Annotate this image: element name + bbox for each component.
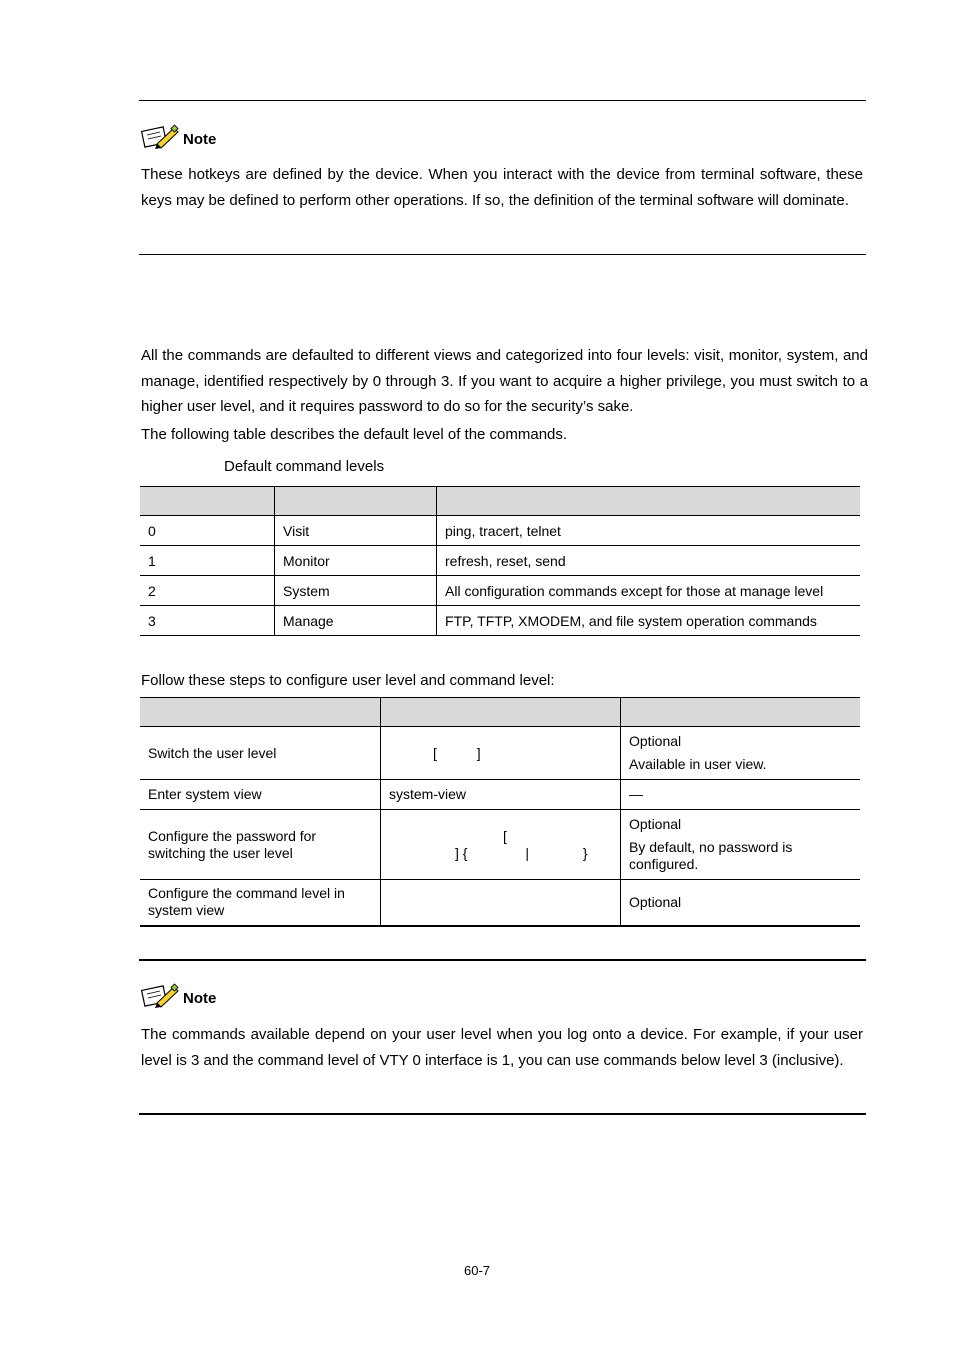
note1-header — [141, 120, 216, 150]
note1-label: Note — [183, 131, 217, 148]
remarks-line: configured. — [629, 856, 699, 872]
bracket-text: [ — [503, 827, 507, 844]
remarks-line: Optional — [629, 733, 682, 749]
commands-cell: refresh, reset, send — [437, 546, 861, 576]
table-intro: The following table describes the default level of the commands. — [141, 426, 568, 443]
command-cell: system-view — [381, 780, 621, 810]
step-line: switching the user level — [148, 844, 293, 861]
steps-table — [140, 697, 860, 927]
remarks-line: Optional — [629, 816, 682, 832]
header-cell — [275, 487, 437, 516]
header-cell — [437, 487, 861, 516]
remarks-cell: — — [621, 780, 861, 810]
level-name-cell: Monitor — [275, 546, 437, 576]
table-row — [140, 810, 860, 880]
note1-bottom-rule — [139, 254, 866, 255]
table-row — [140, 546, 860, 576]
table-row — [140, 606, 860, 636]
table-row — [140, 727, 860, 780]
level-cell: 0 — [140, 516, 275, 546]
header-cell — [381, 698, 621, 727]
commands-cell: ping, tracert, telnet — [437, 516, 861, 546]
table-row — [140, 780, 860, 810]
remarks-cell — [621, 810, 861, 880]
command-cell — [381, 880, 621, 926]
table-row — [140, 576, 860, 606]
remarks-cell — [621, 727, 861, 780]
level-cell: 1 — [140, 546, 275, 576]
note2-text: The commands available depend on your user level when you log onto a device. For example, if your user level is 3 and the command level of VTY 0 interface is 1, you can use commands below level 3 (inclusive). — [141, 1026, 863, 1069]
command-cell — [381, 810, 621, 880]
bracket-text: | — [525, 844, 529, 861]
levels-table-caption: Default command levels — [224, 458, 385, 475]
remarks-line: Available in user view. — [629, 756, 767, 772]
note2-header — [141, 979, 216, 1009]
bracket-text: ] { — [455, 844, 468, 861]
bracket-text: [ — [433, 744, 437, 761]
note2-bottom-rule — [139, 1113, 866, 1115]
step-line: Configure the command level in — [148, 885, 345, 902]
bracket-text: ] — [476, 744, 481, 761]
level-name-cell: Manage — [275, 606, 437, 636]
step-cell — [140, 880, 381, 926]
step-cell: Enter system view — [140, 780, 381, 810]
table-row — [140, 516, 860, 546]
command-cell — [381, 727, 621, 780]
level-cell: 2 — [140, 576, 275, 606]
level-name-cell: Visit — [275, 516, 437, 546]
note1-text: These hotkeys are defined by the device. When you interact with the device from terminal software, these keys may be defined to perform other operations. If so, the definition of the terminal software will dominate. — [141, 166, 863, 209]
step-cell: Switch the user level — [140, 727, 381, 780]
step-line: Configure the password for — [148, 827, 317, 844]
note-pencil-icon — [141, 983, 179, 1009]
level-cell: 3 — [140, 606, 275, 636]
commands-cell: All configuration commands except for those at manage level — [437, 576, 861, 606]
bracket-text: } — [582, 844, 588, 861]
page-number: 60-7 — [463, 1263, 491, 1278]
levels-table — [140, 486, 860, 636]
level-name-cell: System — [275, 576, 437, 606]
header-cell — [140, 698, 381, 727]
intro-paragraph: All the commands are defaulted to different views and categorized into four levels: visit, monitor, system, and manage, identified respectively by 0 through 3. If you want to acquire a higher privilege, you must switch to a higher user level, and it requires password to do so for the security’s sake. — [141, 347, 868, 415]
header-cell — [621, 698, 861, 727]
steps-intro: Follow these steps to configure user level and command level: — [141, 672, 555, 689]
commands-cell: FTP, TFTP, XMODEM, and file system operation commands — [437, 606, 861, 636]
table-row — [140, 880, 860, 926]
levels-table-header — [140, 487, 860, 516]
remarks-cell: Optional — [621, 880, 861, 926]
step-cell — [140, 810, 381, 880]
steps-table-header — [140, 698, 860, 727]
remarks-line: By default, no password is — [629, 839, 793, 855]
note2-label: Note — [183, 990, 217, 1007]
step-line: system view — [148, 902, 225, 919]
note-pencil-icon — [141, 124, 179, 150]
note1-top-rule — [139, 100, 866, 101]
header-cell — [140, 487, 275, 516]
note2-top-rule — [139, 959, 866, 961]
